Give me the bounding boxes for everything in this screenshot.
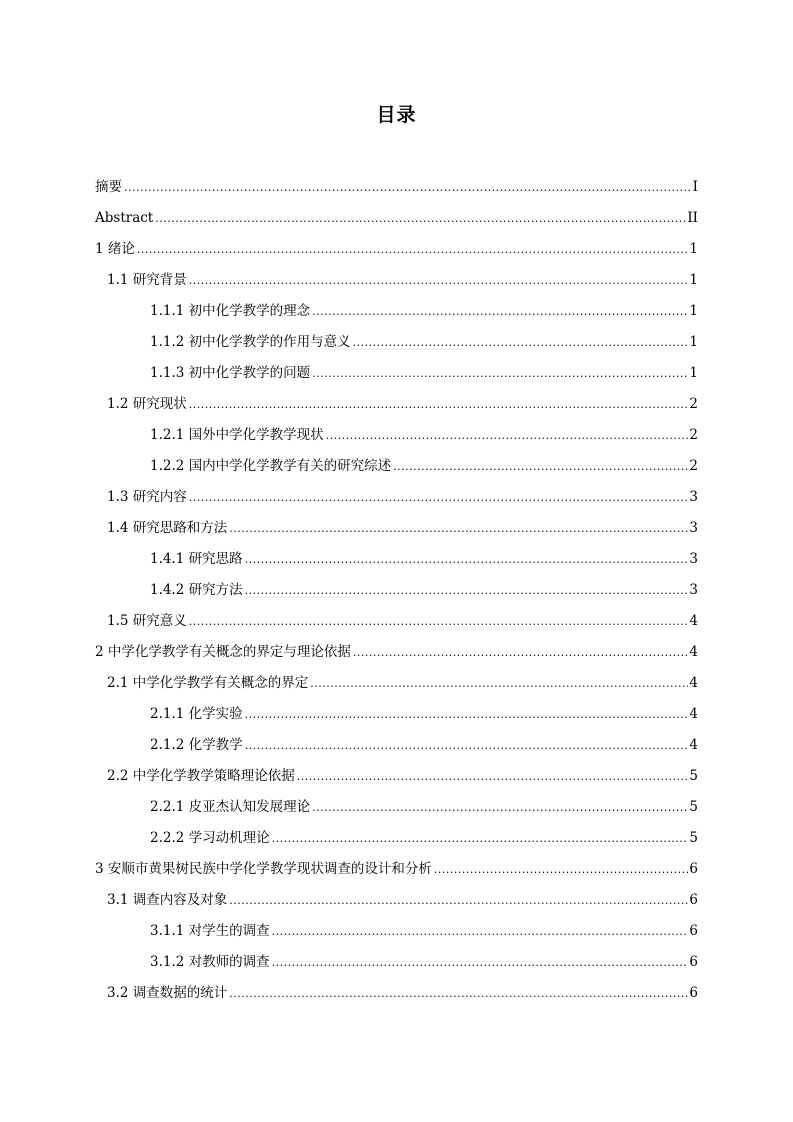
toc-entry-label: 2.1.2 化学教学 [150, 737, 243, 753]
toc-entry-label: 2.2 中学化学教学策略理论依据 [107, 768, 295, 784]
dot-leader [189, 265, 689, 296]
toc-entry-page-number: II [687, 210, 698, 226]
toc-entry-label: 1.1 研究背景 [107, 272, 187, 288]
toc-entry-section-1-4-1[interactable] [95, 544, 698, 575]
toc-entry-page-number: 5 [689, 830, 698, 846]
toc-entry-label: 1.2 研究现状 [107, 396, 187, 412]
dot-leader [297, 761, 689, 792]
toc-entry-page-number: 3 [689, 551, 698, 567]
dot-leader [229, 978, 688, 1009]
toc-entry-label: 1.2.1 国外中学化学教学现状 [150, 427, 324, 443]
toc-entry-page-number: 1 [689, 334, 698, 350]
dot-leader [312, 792, 688, 823]
toc-entry-section-2-1[interactable] [95, 668, 698, 699]
toc-entry-label: 1.4 研究思路和方法 [107, 520, 228, 536]
dot-leader [326, 420, 689, 451]
toc-entry-page-number: 2 [689, 427, 698, 443]
toc-entry-page-number: 4 [689, 644, 698, 660]
dot-leader [434, 854, 689, 885]
toc-entry-page-number: 1 [689, 241, 698, 257]
toc-entry-label: 3.1 调查内容及对象 [107, 892, 228, 908]
toc-entry-label: 1.4.2 研究方法 [150, 582, 243, 598]
dot-leader [353, 327, 689, 358]
toc-entry-section-1-1-1[interactable] [95, 296, 698, 327]
page-title: 目录 [376, 104, 417, 126]
dot-leader [124, 172, 692, 203]
toc-entry-label: 1.4.1 研究思路 [150, 551, 243, 567]
toc-entry-label: 2.2.1 皮亚杰认知发展理论 [150, 799, 311, 815]
toc-entry-label: 3 安顺市黄果树民族中学化学教学现状调查的设计和分析 [95, 861, 432, 877]
toc-entry-label: 摘要 [95, 179, 122, 195]
toc-entry-chapter-1[interactable] [95, 234, 698, 265]
toc-entry-label: 3.1.2 对教师的调查 [150, 954, 270, 970]
toc-entry-section-1-3[interactable] [95, 482, 698, 513]
toc-entry-chapter-3[interactable] [95, 854, 698, 885]
toc-entry-label: 3.2 调查数据的统计 [107, 985, 228, 1001]
toc-entry-section-2-2-2[interactable] [95, 823, 698, 854]
toc-entry-label: Abstract [95, 210, 154, 226]
toc-entry-label: 2.1.1 化学实验 [150, 706, 243, 722]
dot-leader [310, 668, 688, 699]
toc-entry-section-2-2[interactable] [95, 761, 698, 792]
toc-entry-page-number: 6 [689, 892, 698, 908]
toc-entry-page-number: I [692, 179, 698, 195]
toc-entry-section-1-1[interactable] [95, 265, 698, 296]
toc-entry-page-number: 6 [689, 954, 698, 970]
dot-leader [312, 296, 688, 327]
toc-entry-section-1-2-1[interactable] [95, 420, 698, 451]
toc-entry-abstract-cn[interactable] [95, 172, 698, 203]
dot-leader [245, 544, 689, 575]
toc-entry-page-number: 3 [689, 520, 698, 536]
dot-leader [272, 916, 689, 947]
toc-entry-label: 1.1.3 初中化学教学的问题 [150, 365, 311, 381]
dot-leader [229, 513, 688, 544]
toc-entry-page-number: 1 [689, 272, 698, 288]
toc-entry-label: 1.1.2 初中化学教学的作用与意义 [150, 334, 351, 350]
toc-entry-page-number: 1 [689, 303, 698, 319]
toc-entry-label: 1 绪论 [95, 241, 135, 257]
toc-entry-section-2-1-1[interactable] [95, 699, 698, 730]
dot-leader [155, 203, 686, 234]
dot-leader [245, 699, 689, 730]
table-of-contents [95, 172, 698, 1009]
toc-entry-chapter-2[interactable] [95, 637, 698, 668]
dot-leader [229, 885, 688, 916]
toc-entry-section-3-1[interactable] [95, 885, 698, 916]
toc-entry-section-1-5[interactable] [95, 606, 698, 637]
toc-entry-page-number: 5 [689, 768, 698, 784]
dot-leader [245, 575, 689, 606]
toc-entry-label: 2 中学化学教学有关概念的界定与理论依据 [95, 644, 351, 660]
toc-entry-page-number: 6 [689, 861, 698, 877]
toc-entry-page-number: 2 [689, 458, 698, 474]
dot-leader [272, 947, 689, 978]
toc-entry-section-1-4[interactable] [95, 513, 698, 544]
toc-entry-page-number: 5 [689, 799, 698, 815]
toc-entry-label: 2.2.2 学习动机理论 [150, 830, 270, 846]
toc-entry-page-number: 4 [689, 613, 698, 629]
toc-entry-page-number: 3 [689, 582, 698, 598]
dot-leader [312, 358, 688, 389]
toc-entry-page-number: 6 [689, 985, 698, 1001]
toc-entry-section-3-1-2[interactable] [95, 947, 698, 978]
toc-entry-page-number: 2 [689, 396, 698, 412]
dot-leader [245, 730, 689, 761]
toc-entry-abstract-en[interactable] [95, 203, 698, 234]
toc-entry-section-3-2[interactable] [95, 978, 698, 1009]
toc-entry-page-number: 1 [689, 365, 698, 381]
toc-entry-page-number: 4 [689, 737, 698, 753]
toc-entry-section-2-1-2[interactable] [95, 730, 698, 761]
toc-entry-section-2-2-1[interactable] [95, 792, 698, 823]
dot-leader [189, 482, 689, 513]
toc-entry-label: 2.1 中学化学教学有关概念的界定 [107, 675, 309, 691]
dot-leader [393, 451, 688, 482]
toc-entry-label: 1.3 研究内容 [107, 489, 187, 505]
toc-entry-page-number: 4 [689, 706, 698, 722]
dot-leader [353, 637, 689, 668]
toc-entry-page-number: 6 [689, 923, 698, 939]
toc-entry-section-1-2[interactable] [95, 389, 698, 420]
dot-leader [272, 823, 689, 854]
toc-entry-section-1-2-2[interactable] [95, 451, 698, 482]
toc-entry-section-1-4-2[interactable] [95, 575, 698, 606]
toc-entry-section-3-1-1[interactable] [95, 916, 698, 947]
toc-entry-label: 3.1.1 对学生的调查 [150, 923, 270, 939]
toc-entry-page-number: 4 [689, 675, 698, 691]
toc-entry-label: 1.2.2 国内中学化学教学有关的研究综述 [150, 458, 392, 474]
toc-entry-label: 1.5 研究意义 [107, 613, 187, 629]
toc-entry-page-number: 3 [689, 489, 698, 505]
dot-leader [137, 234, 689, 265]
toc-entry-label: 1.1.1 初中化学教学的理念 [150, 303, 311, 319]
dot-leader [189, 606, 689, 637]
toc-entry-section-1-1-3[interactable] [95, 358, 698, 389]
dot-leader [189, 389, 689, 420]
toc-entry-section-1-1-2[interactable] [95, 327, 698, 358]
